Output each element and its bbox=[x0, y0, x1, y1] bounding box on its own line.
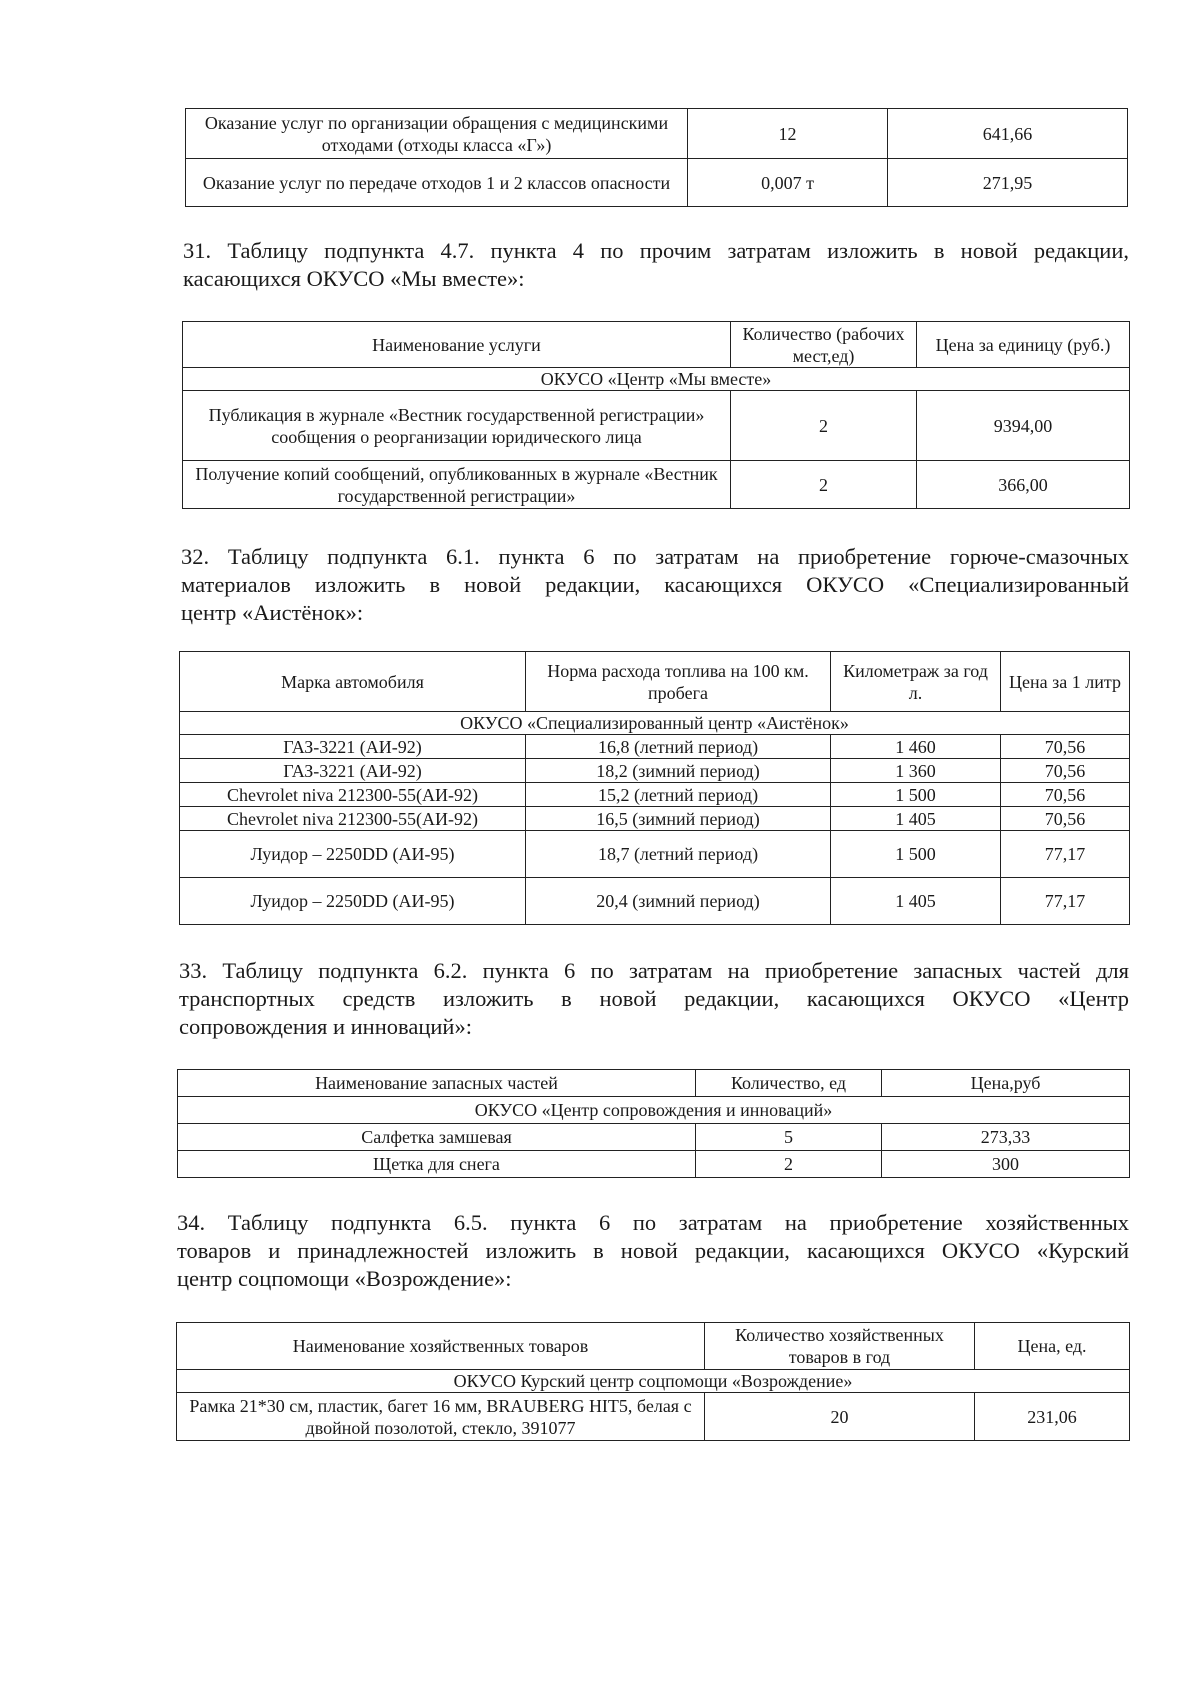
quantity-cell: 5 bbox=[696, 1124, 882, 1151]
column-header: Цена за единицу (руб.) bbox=[917, 322, 1130, 368]
table-row bbox=[180, 807, 1130, 831]
column-header: Цена за 1 литр bbox=[1001, 652, 1130, 712]
table-row bbox=[180, 783, 1130, 807]
fuel-consumption-table bbox=[179, 651, 1130, 925]
price-cell: 70,56 bbox=[1001, 807, 1130, 831]
paragraph-line: транспортных средств изложить в новой редакции, касающихся ОКУСО «Центр bbox=[179, 986, 1129, 1011]
paragraph-line: 33. Таблицу подпункта 6.2. пункта 6 по затратам на приобретение запасных частей для bbox=[179, 958, 1129, 983]
table-row bbox=[180, 735, 1130, 759]
price-cell: 231,06 bbox=[975, 1393, 1130, 1441]
section-row bbox=[177, 1370, 1130, 1393]
household-goods-table bbox=[176, 1322, 1130, 1441]
table-row bbox=[178, 1151, 1130, 1178]
paragraph-line: материалов изложить в новой редакции, касающихся ОКУСО «Специализированный bbox=[181, 572, 1129, 597]
quantity-cell: 0,007 т bbox=[688, 159, 888, 207]
price-cell: 77,17 bbox=[1001, 878, 1130, 925]
table-row bbox=[177, 1393, 1130, 1441]
paragraph-33 bbox=[179, 957, 1129, 1041]
table-header-row bbox=[178, 1070, 1130, 1097]
price-cell: 366,00 bbox=[917, 461, 1130, 509]
car-model-cell: Луидор – 2250DD (АИ-95) bbox=[180, 831, 526, 878]
part-name-cell: Салфетка замшевая bbox=[178, 1124, 696, 1151]
paragraph-line: 32. Таблицу подпункта 6.1. пункта 6 по затратам на приобретение горюче-смазочных bbox=[181, 544, 1129, 569]
table-header-row bbox=[183, 322, 1130, 368]
price-cell: 70,56 bbox=[1001, 783, 1130, 807]
section-title: ОКУСО «Специализированный центр «Аистёнок» bbox=[180, 712, 1130, 735]
column-header: Цена,руб bbox=[882, 1070, 1130, 1097]
column-header: Количество (рабочих мест,ед) bbox=[731, 322, 917, 368]
table-row bbox=[180, 759, 1130, 783]
goods-name-cell: Рамка 21*30 см, пластик, багет 16 мм, BRAUBERG HIT5, белая с двойной позолотой, стекло, 391077 bbox=[177, 1393, 705, 1441]
column-header: Наименование услуги bbox=[183, 322, 731, 368]
paragraph-line: центр соцпомощи «Возрождение»: bbox=[177, 1266, 512, 1291]
part-name-cell: Щетка для снега bbox=[178, 1151, 696, 1178]
fuel-norm-cell: 18,2 (зимний период) bbox=[526, 759, 831, 783]
price-cell: 273,33 bbox=[882, 1124, 1130, 1151]
paragraph-line: 34. Таблицу подпункта 6.5. пункта 6 по затратам на приобретение хозяйственных bbox=[177, 1210, 1129, 1235]
quantity-cell: 2 bbox=[731, 461, 917, 509]
price-cell: 300 bbox=[882, 1151, 1130, 1178]
car-model-cell: Chevrolet niva 212300-55(АИ-92) bbox=[180, 807, 526, 831]
table-header-row bbox=[180, 652, 1130, 712]
paragraph-line: центр «Аистёнок»: bbox=[181, 600, 364, 625]
column-header: Марка автомобиля bbox=[180, 652, 526, 712]
column-header: Километраж за год л. bbox=[831, 652, 1001, 712]
table-row bbox=[180, 831, 1130, 878]
car-model-cell: ГАЗ-3221 (АИ-92) bbox=[180, 759, 526, 783]
column-header: Количество, ед bbox=[696, 1070, 882, 1097]
publication-services-table bbox=[182, 321, 1130, 509]
section-row bbox=[180, 712, 1130, 735]
mileage-cell: 1 460 bbox=[831, 735, 1001, 759]
quantity-cell: 2 bbox=[696, 1151, 882, 1178]
price-cell: 271,95 bbox=[888, 159, 1128, 207]
table-row bbox=[183, 391, 1130, 461]
service-name-cell: Оказание услуг по передаче отходов 1 и 2 классов опасности bbox=[186, 159, 688, 207]
paragraph-line: сопровождения и инноваций»: bbox=[179, 1014, 472, 1039]
column-header: Цена, ед. bbox=[975, 1323, 1130, 1370]
table-header-row bbox=[177, 1323, 1130, 1370]
column-header: Наименование запасных частей bbox=[178, 1070, 696, 1097]
car-model-cell: Луидор – 2250DD (АИ-95) bbox=[180, 878, 526, 925]
mileage-cell: 1 360 bbox=[831, 759, 1001, 783]
spare-parts-table bbox=[177, 1069, 1130, 1178]
column-header: Количество хозяйственных товаров в год bbox=[705, 1323, 975, 1370]
table-row bbox=[183, 461, 1130, 509]
section-row bbox=[183, 368, 1130, 391]
fuel-norm-cell: 16,8 (летний период) bbox=[526, 735, 831, 759]
fuel-norm-cell: 20,4 (зимний период) bbox=[526, 878, 831, 925]
mileage-cell: 1 500 bbox=[831, 831, 1001, 878]
paragraph-32 bbox=[181, 543, 1129, 627]
mileage-cell: 1 405 bbox=[831, 807, 1001, 831]
service-name-cell: Оказание услуг по организации обращения с медицинскими отходами (отходы класса «Г») bbox=[186, 109, 688, 159]
service-name-cell: Получение копий сообщений, опубликованных в журнале «Вестник государственной регистрации» bbox=[183, 461, 731, 509]
mileage-cell: 1 500 bbox=[831, 783, 1001, 807]
service-name-cell: Публикация в журнале «Вестник государственной регистрации» сообщения о реорганизации юридического лица bbox=[183, 391, 731, 461]
quantity-cell: 20 bbox=[705, 1393, 975, 1441]
table-row bbox=[180, 878, 1130, 925]
section-title: ОКУСО «Центр «Мы вместе» bbox=[183, 368, 1130, 391]
quantity-cell: 2 bbox=[731, 391, 917, 461]
paragraph-line: касающихся ОКУСО «Мы вместе»: bbox=[183, 266, 525, 291]
paragraph-34 bbox=[177, 1209, 1129, 1293]
paragraph-line: товаров и принадлежностей изложить в новой редакции, касающихся ОКУСО «Курский bbox=[177, 1238, 1129, 1263]
table-row bbox=[178, 1124, 1130, 1151]
price-cell: 9394,00 bbox=[917, 391, 1130, 461]
table-row bbox=[186, 109, 1128, 159]
quantity-cell: 12 bbox=[688, 109, 888, 159]
price-cell: 77,17 bbox=[1001, 831, 1130, 878]
price-cell: 641,66 bbox=[888, 109, 1128, 159]
section-title: ОКУСО «Центр сопровождения и инноваций» bbox=[178, 1097, 1130, 1124]
price-cell: 70,56 bbox=[1001, 759, 1130, 783]
car-model-cell: ГАЗ-3221 (АИ-92) bbox=[180, 735, 526, 759]
price-cell: 70,56 bbox=[1001, 735, 1130, 759]
fuel-norm-cell: 18,7 (летний период) bbox=[526, 831, 831, 878]
column-header: Наименование хозяйственных товаров bbox=[177, 1323, 705, 1370]
fuel-norm-cell: 16,5 (зимний период) bbox=[526, 807, 831, 831]
mileage-cell: 1 405 bbox=[831, 878, 1001, 925]
table-row bbox=[186, 159, 1128, 207]
column-header: Норма расхода топлива на 100 км. пробега bbox=[526, 652, 831, 712]
section-row bbox=[178, 1097, 1130, 1124]
paragraph-line: 31. Таблицу подпункта 4.7. пункта 4 по прочим затратам изложить в новой редакции, bbox=[183, 238, 1129, 263]
section-title: ОКУСО Курский центр соцпомощи «Возрождение» bbox=[177, 1370, 1130, 1393]
waste-services-table bbox=[185, 108, 1128, 207]
paragraph-31 bbox=[183, 237, 1129, 293]
fuel-norm-cell: 15,2 (летний период) bbox=[526, 783, 831, 807]
car-model-cell: Chevrolet niva 212300-55(АИ-92) bbox=[180, 783, 526, 807]
